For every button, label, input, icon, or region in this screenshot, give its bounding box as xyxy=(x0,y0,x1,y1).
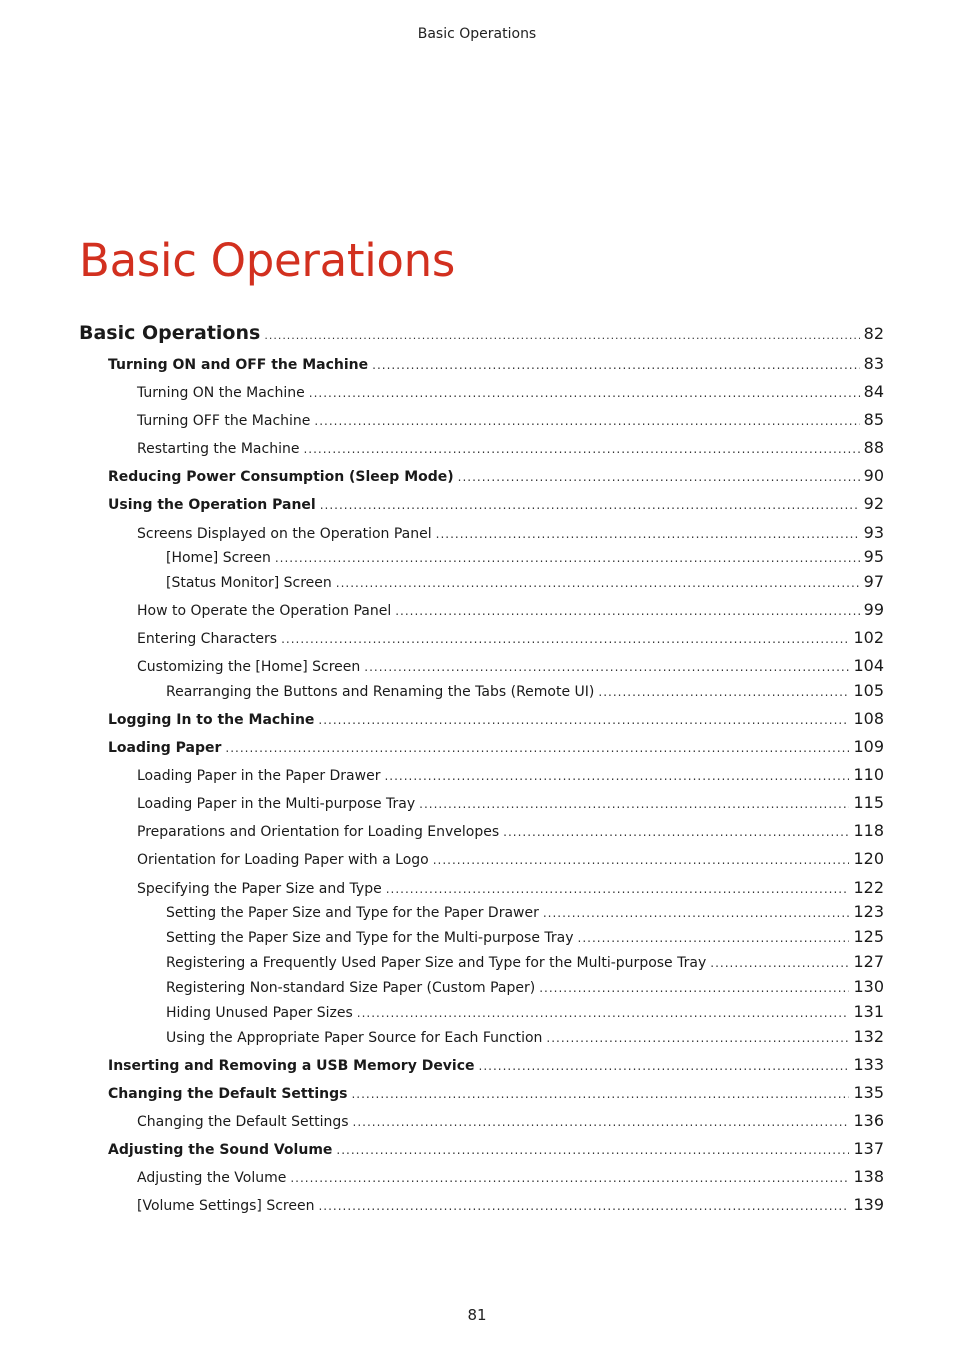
toc-entry[interactable] xyxy=(137,821,884,840)
running-header: Basic Operations xyxy=(417,26,537,42)
toc-entry-label: Entering Characters xyxy=(137,631,278,647)
toc-leader-dots xyxy=(503,825,849,839)
toc-entry-label: Inserting and Removing a USB Memory Device xyxy=(108,1058,475,1074)
toc-entry[interactable] xyxy=(166,572,884,591)
toc-leader-dots xyxy=(336,576,860,590)
toc-entry[interactable] xyxy=(108,466,884,485)
toc-entry-page: 138 xyxy=(853,1167,884,1186)
toc-entry-label: Registering a Frequently Used Paper Size and Type for the Multi-purpose Tray xyxy=(166,955,707,971)
toc-entry-label: Hiding Unused Paper Sizes xyxy=(166,1005,353,1021)
toc-entry-page: 110 xyxy=(853,765,884,784)
toc-entry[interactable] xyxy=(108,1139,884,1158)
toc-entry[interactable] xyxy=(137,1195,884,1214)
toc-entry-page: 123 xyxy=(853,902,884,921)
toc-entry[interactable] xyxy=(79,322,884,344)
toc-entry[interactable] xyxy=(137,600,884,619)
toc-leader-dots xyxy=(543,906,850,920)
toc-leader-dots xyxy=(290,1171,849,1185)
toc-entry-label: [Home] Screen xyxy=(166,550,271,566)
toc-entry[interactable] xyxy=(137,410,884,429)
toc-entry-page: 83 xyxy=(863,354,884,373)
toc-entry[interactable] xyxy=(166,1027,884,1046)
toc-entry-label: Reducing Power Consumption (Sleep Mode) xyxy=(108,469,454,485)
toc-leader-dots xyxy=(539,981,849,995)
toc-leader-dots xyxy=(436,527,860,541)
toc-entry-page: 105 xyxy=(853,681,884,700)
toc-entry-page: 131 xyxy=(853,1002,884,1021)
toc-entry-label: Using the Appropriate Paper Source for Each Function xyxy=(166,1030,543,1046)
toc-entry-label: Turning ON and OFF the Machine xyxy=(108,357,369,373)
toc-entry-label: Screens Displayed on the Operation Panel xyxy=(137,526,432,542)
toc-entry-page: 93 xyxy=(863,523,884,542)
toc-entry-page: 135 xyxy=(853,1083,884,1102)
toc-entry-page: 104 xyxy=(853,656,884,675)
toc-entry-label: Using the Operation Panel xyxy=(108,497,316,513)
toc-entry-label: Registering Non-standard Size Paper (Custom Paper) xyxy=(166,980,536,996)
toc-entry-label: Orientation for Loading Paper with a Logo xyxy=(137,852,429,868)
toc-leader-dots xyxy=(225,741,849,755)
toc-entry[interactable] xyxy=(137,628,884,647)
toc-entry-page: 95 xyxy=(863,547,884,566)
toc-entry-page: 82 xyxy=(863,324,884,343)
toc-entry[interactable] xyxy=(108,1055,884,1074)
toc-leader-dots xyxy=(318,1199,849,1213)
toc-entry-label: Changing the Default Settings xyxy=(137,1114,349,1130)
toc-entry[interactable] xyxy=(108,354,884,373)
toc-entry[interactable] xyxy=(137,849,884,868)
toc-entry-label: Restarting the Machine xyxy=(137,441,300,457)
toc-entry[interactable] xyxy=(166,977,884,996)
toc-entry[interactable] xyxy=(137,656,884,675)
toc-entry-page: 85 xyxy=(863,410,884,429)
toc-leader-dots xyxy=(336,1143,849,1157)
toc-entry[interactable] xyxy=(108,494,884,513)
toc-leader-dots xyxy=(384,769,849,783)
toc-entry-label: Preparations and Orientation for Loading Envelopes xyxy=(137,824,500,840)
toc-entry-label: Adjusting the Sound Volume xyxy=(108,1142,333,1158)
toc-leader-dots xyxy=(395,604,859,618)
toc-entry-page: 139 xyxy=(853,1195,884,1214)
toc-entry[interactable] xyxy=(137,438,884,457)
toc-entry[interactable] xyxy=(137,878,884,897)
toc-entry-page: 109 xyxy=(853,737,884,756)
toc-entry[interactable] xyxy=(137,523,884,542)
toc-entry[interactable] xyxy=(108,737,884,756)
page-number: 81 xyxy=(467,1306,487,1324)
toc-entry-label: Loading Paper in the Multi-purpose Tray xyxy=(137,796,416,812)
toc-entry-label: Setting the Paper Size and Type for the Multi-purpose Tray xyxy=(166,930,574,946)
toc-leader-dots xyxy=(479,1059,850,1073)
toc-entry[interactable] xyxy=(137,793,884,812)
toc-entry-page: 132 xyxy=(853,1027,884,1046)
toc-leader-dots xyxy=(309,386,860,400)
toc-leader-dots xyxy=(372,358,859,372)
toc-entry[interactable] xyxy=(137,1111,884,1130)
toc-entry-page: 118 xyxy=(853,821,884,840)
toc-leader-dots xyxy=(353,1115,850,1129)
toc-entry-page: 102 xyxy=(853,628,884,647)
toc-entry-page: 108 xyxy=(853,709,884,728)
toc-leader-dots xyxy=(546,1031,849,1045)
toc-entry-label: Basic Operations xyxy=(79,322,261,344)
toc-entry-page: 120 xyxy=(853,849,884,868)
toc-entry-label: Rearranging the Buttons and Renaming the Tabs (Remote UI) xyxy=(166,684,595,700)
toc-entry-label: [Status Monitor] Screen xyxy=(166,575,332,591)
toc-entry-page: 137 xyxy=(853,1139,884,1158)
toc-entry-page: 90 xyxy=(863,466,884,485)
chapter-title: Basic Operations xyxy=(79,234,456,287)
toc-entry-page: 84 xyxy=(863,382,884,401)
toc-entry-label: How to Operate the Operation Panel xyxy=(137,603,392,619)
toc-entry[interactable] xyxy=(166,1002,884,1021)
toc-entry-label: Turning ON the Machine xyxy=(137,385,305,401)
toc-entry-page: 127 xyxy=(853,952,884,971)
toc-entry-page: 125 xyxy=(853,927,884,946)
toc-leader-dots xyxy=(386,882,850,896)
toc-entry-label: Logging In to the Machine xyxy=(108,712,315,728)
toc-entry-page: 122 xyxy=(853,878,884,897)
toc-entry-page: 92 xyxy=(863,494,884,513)
toc-leader-dots xyxy=(320,498,860,512)
toc-entry-label: Setting the Paper Size and Type for the Paper Drawer xyxy=(166,905,539,921)
toc-entry[interactable] xyxy=(166,927,884,946)
toc-entry[interactable] xyxy=(108,1083,884,1102)
toc-leader-dots xyxy=(598,685,849,699)
toc-entry[interactable] xyxy=(166,547,884,566)
toc-leader-dots xyxy=(314,414,859,428)
toc-entry-label: Loading Paper xyxy=(108,740,222,756)
toc-leader-dots xyxy=(303,442,859,456)
toc-entry-label: Adjusting the Volume xyxy=(137,1170,287,1186)
toc-entry[interactable] xyxy=(108,709,884,728)
toc-entry-label: Customizing the [Home] Screen xyxy=(137,659,361,675)
toc-entry-page: 130 xyxy=(853,977,884,996)
toc-entry-page: 133 xyxy=(853,1055,884,1074)
toc-entry-label: Turning OFF the Machine xyxy=(137,413,311,429)
toc-leader-dots xyxy=(318,713,849,727)
toc-leader-dots xyxy=(578,931,850,945)
toc-leader-dots xyxy=(275,551,860,565)
toc-leader-dots xyxy=(710,956,849,970)
toc-entry-label: [Volume Settings] Screen xyxy=(137,1198,315,1214)
toc-entry[interactable] xyxy=(137,382,884,401)
toc-entry-page: 88 xyxy=(863,438,884,457)
toc-leader-dots xyxy=(351,1087,849,1101)
toc-leader-dots xyxy=(364,660,849,674)
toc-entry[interactable] xyxy=(166,902,884,921)
toc-entry-page: 99 xyxy=(863,600,884,619)
toc-leader-dots xyxy=(281,632,849,646)
toc-leader-dots xyxy=(357,1006,850,1020)
toc-entry[interactable] xyxy=(137,765,884,784)
toc-entry[interactable] xyxy=(166,681,884,700)
toc-entry[interactable] xyxy=(137,1167,884,1186)
toc-entry-label: Loading Paper in the Paper Drawer xyxy=(137,768,381,784)
toc-entry-page: 115 xyxy=(853,793,884,812)
toc-entry-label: Changing the Default Settings xyxy=(108,1086,348,1102)
toc-leader-dots xyxy=(419,797,849,811)
toc-leader-dots xyxy=(458,470,860,484)
toc-entry-page: 136 xyxy=(853,1111,884,1130)
toc-entry-label: Specifying the Paper Size and Type xyxy=(137,881,382,897)
toc-leader-dots xyxy=(264,329,859,342)
toc-leader-dots xyxy=(433,853,850,867)
toc-entry[interactable] xyxy=(166,952,884,971)
toc-entry-page: 97 xyxy=(863,572,884,591)
